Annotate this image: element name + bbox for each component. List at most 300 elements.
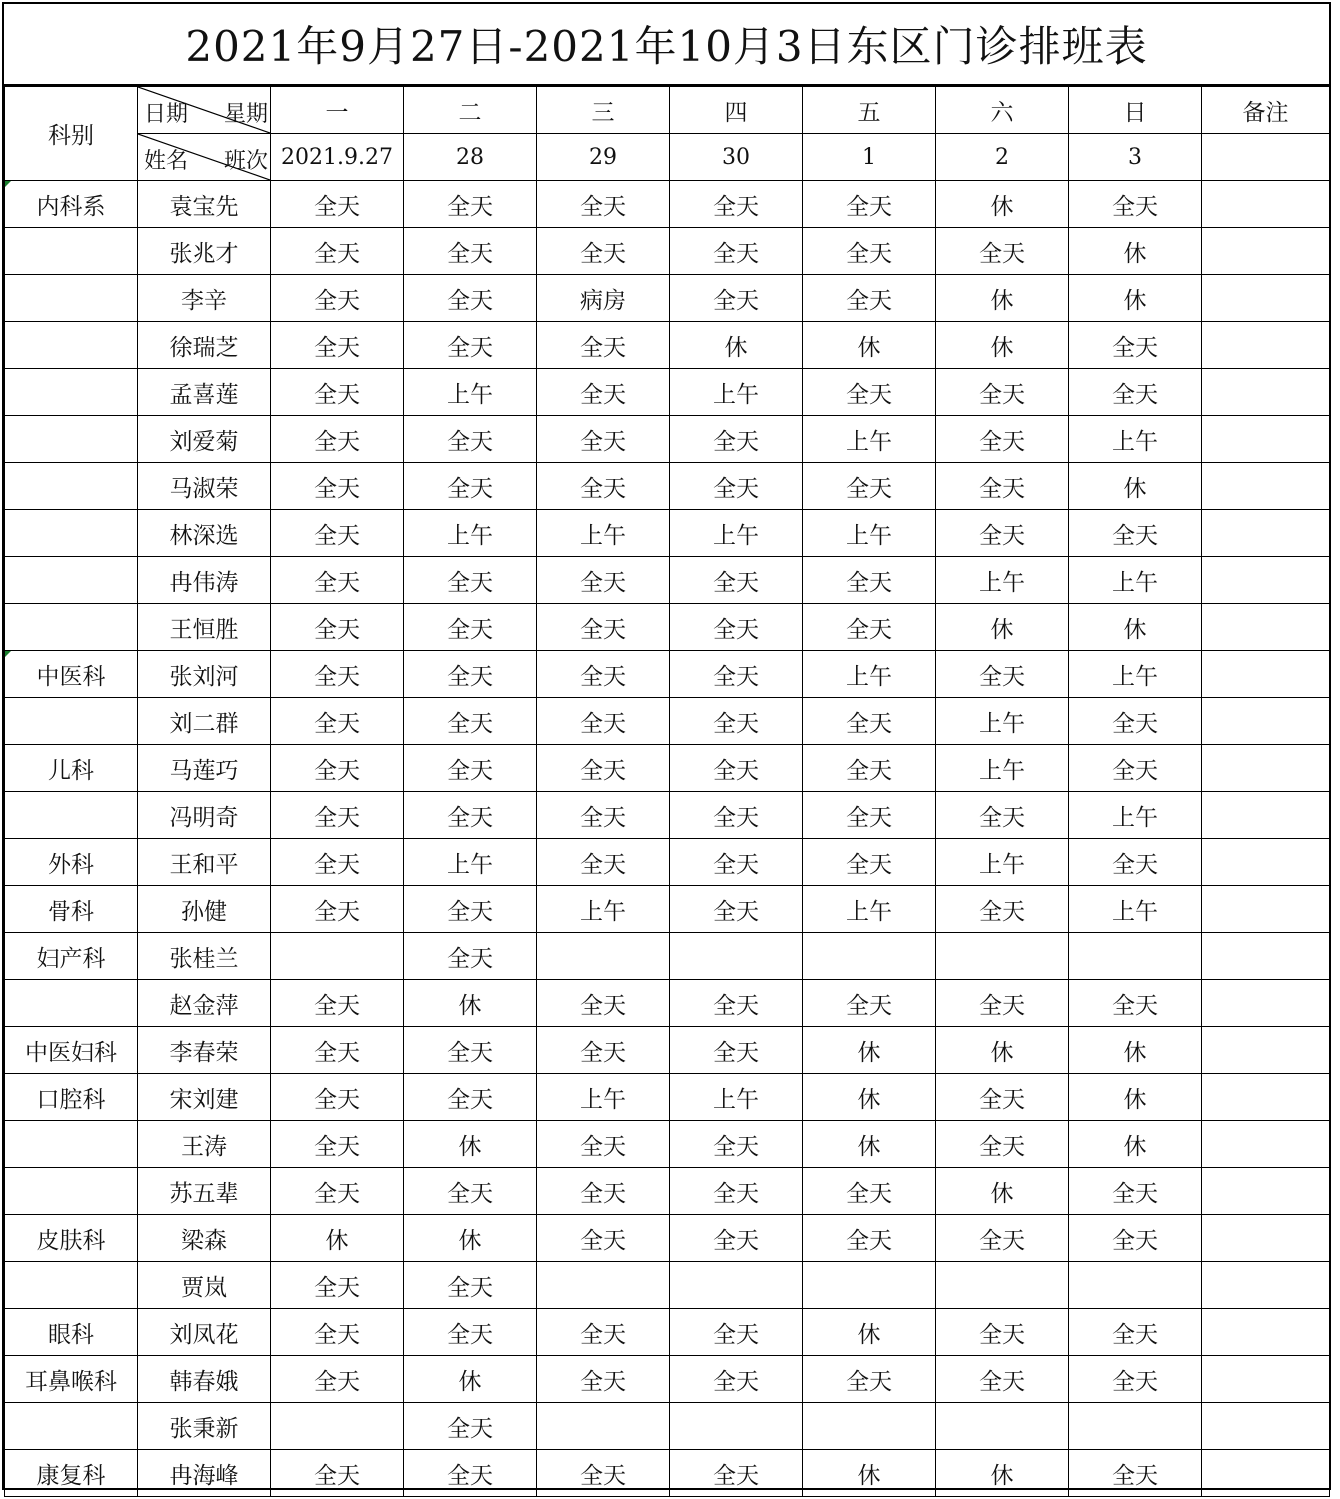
shift-cell: 休 — [803, 1074, 936, 1121]
shift-cell: 全天 — [404, 322, 537, 369]
shift-cell: 全天 — [271, 1356, 404, 1403]
shift-cell: 上午 — [670, 1074, 803, 1121]
dept-cell — [5, 1121, 138, 1168]
shift-cell: 上午 — [1069, 557, 1202, 604]
shift-cell: 全天 — [537, 604, 670, 651]
shift-cell — [936, 1403, 1069, 1450]
dept-cell: 中医科 — [5, 651, 138, 698]
shift-cell: 全天 — [271, 1262, 404, 1309]
note-cell — [1202, 745, 1330, 792]
name-cell: 赵金萍 — [138, 980, 271, 1027]
name-cell: 张兆才 — [138, 228, 271, 275]
shift-cell: 全天 — [404, 416, 537, 463]
note-cell — [1202, 698, 1330, 745]
shift-cell: 全天 — [537, 698, 670, 745]
shift-cell: 全天 — [404, 933, 537, 980]
shift-cell: 病房 — [537, 275, 670, 322]
shift-cell: 全天 — [670, 792, 803, 839]
shift-cell: 全天 — [803, 839, 936, 886]
name-shift-header — [138, 134, 271, 181]
name-cell: 徐瑞芝 — [138, 322, 271, 369]
table-row — [5, 369, 1330, 416]
table-row — [5, 651, 1330, 698]
note-cell — [1202, 1356, 1330, 1403]
shift-cell: 全天 — [537, 181, 670, 228]
shift-cell: 休 — [404, 1215, 537, 1262]
shift-cell: 全天 — [271, 510, 404, 557]
shift-cell: 休 — [404, 980, 537, 1027]
table-row — [5, 275, 1330, 322]
shift-cell — [936, 1262, 1069, 1309]
date-cell: 2 — [936, 134, 1069, 181]
schedule-table — [4, 86, 1330, 1497]
shift-cell: 全天 — [404, 1403, 537, 1450]
shift-cell: 全天 — [936, 416, 1069, 463]
weekday-cell: 三 — [537, 87, 670, 134]
shift-cell: 全天 — [1069, 1309, 1202, 1356]
shift-cell — [1069, 1262, 1202, 1309]
dept-cell — [5, 463, 138, 510]
table-row — [5, 557, 1330, 604]
shift-cell: 全天 — [537, 839, 670, 886]
shift-cell: 全天 — [670, 1121, 803, 1168]
dept-cell — [5, 604, 138, 651]
remark-empty-cell — [1202, 134, 1330, 181]
shift-cell: 全天 — [670, 557, 803, 604]
page-title: 2021年9月27日-2021年10月3日东区门诊排班表 — [4, 4, 1329, 86]
dept-cell — [5, 275, 138, 322]
table-row — [5, 1121, 1330, 1168]
note-cell — [1202, 416, 1330, 463]
shift-cell: 全天 — [670, 228, 803, 275]
note-cell — [1202, 839, 1330, 886]
shift-cell: 全天 — [1069, 745, 1202, 792]
shift-cell: 全天 — [271, 1027, 404, 1074]
shift-cell: 休 — [1069, 604, 1202, 651]
shift-cell: 全天 — [537, 557, 670, 604]
shift-cell: 全天 — [271, 1309, 404, 1356]
shift-cell: 上午 — [670, 369, 803, 416]
table-row — [5, 181, 1330, 228]
name-cell: 刘爱菊 — [138, 416, 271, 463]
shift-cell: 全天 — [936, 1356, 1069, 1403]
note-cell — [1202, 1121, 1330, 1168]
shift-cell: 全天 — [936, 369, 1069, 416]
shift-cell: 全天 — [670, 839, 803, 886]
shift-cell: 全天 — [271, 792, 404, 839]
shift-cell: 全天 — [936, 510, 1069, 557]
shift-cell: 全天 — [936, 651, 1069, 698]
shift-cell: 全天 — [803, 369, 936, 416]
shift-cell: 全天 — [537, 1168, 670, 1215]
dept-cell — [5, 557, 138, 604]
shift-cell: 全天 — [670, 275, 803, 322]
shift-cell: 全天 — [271, 322, 404, 369]
shift-cell: 全天 — [936, 1215, 1069, 1262]
weekday-cell: 一 — [271, 87, 404, 134]
shift-cell: 全天 — [537, 792, 670, 839]
note-cell — [1202, 1262, 1330, 1309]
shift-cell: 全天 — [1069, 1356, 1202, 1403]
shift-cell: 全天 — [537, 1215, 670, 1262]
note-cell — [1202, 181, 1330, 228]
shift-cell: 全天 — [803, 604, 936, 651]
shift-cell: 全天 — [803, 792, 936, 839]
dept-cell: 儿科 — [5, 745, 138, 792]
shift-cell: 全天 — [670, 1450, 803, 1497]
shift-cell: 上午 — [1069, 886, 1202, 933]
shift-cell: 全天 — [404, 181, 537, 228]
shift-cell: 上午 — [537, 886, 670, 933]
shift-cell: 上午 — [803, 651, 936, 698]
name-cell: 冯明奇 — [138, 792, 271, 839]
weekday-cell: 四 — [670, 87, 803, 134]
shift-cell: 上午 — [404, 839, 537, 886]
dept-cell: 口腔科 — [5, 1074, 138, 1121]
shift-cell: 全天 — [537, 228, 670, 275]
note-cell — [1202, 275, 1330, 322]
name-cell: 马莲巧 — [138, 745, 271, 792]
shift-cell: 休 — [936, 1027, 1069, 1074]
weekday-cell: 二 — [404, 87, 537, 134]
shift-cell: 上午 — [404, 510, 537, 557]
shift-cell: 全天 — [271, 980, 404, 1027]
shift-cell: 全天 — [404, 1262, 537, 1309]
name-cell: 刘二群 — [138, 698, 271, 745]
dept-cell — [5, 1262, 138, 1309]
shift-cell — [537, 1262, 670, 1309]
shift-cell: 全天 — [1069, 1168, 1202, 1215]
shift-cell: 上午 — [803, 510, 936, 557]
table-row — [5, 416, 1330, 463]
shift-cell: 全天 — [1069, 698, 1202, 745]
shift-cell: 全天 — [404, 463, 537, 510]
shift-cell: 休 — [1069, 228, 1202, 275]
dept-cell: 内科系 — [5, 181, 138, 228]
table-row — [5, 463, 1330, 510]
shift-cell: 全天 — [670, 745, 803, 792]
shift-cell: 上午 — [936, 698, 1069, 745]
dept-cell: 中医妇科 — [5, 1027, 138, 1074]
note-cell — [1202, 933, 1330, 980]
shift-cell: 全天 — [537, 651, 670, 698]
name-cell: 王涛 — [138, 1121, 271, 1168]
shift-cell: 全天 — [271, 557, 404, 604]
name-cell: 冉伟涛 — [138, 557, 271, 604]
table-row — [5, 510, 1330, 557]
shift-cell: 全天 — [803, 745, 936, 792]
shift-cell: 全天 — [803, 698, 936, 745]
shift-cell: 全天 — [1069, 510, 1202, 557]
shift-cell: 全天 — [537, 369, 670, 416]
shift-cell: 休 — [1069, 1074, 1202, 1121]
table-row — [5, 322, 1330, 369]
table-row — [5, 604, 1330, 651]
shift-cell: 休 — [1069, 275, 1202, 322]
note-cell — [1202, 1403, 1330, 1450]
dept-cell: 外科 — [5, 839, 138, 886]
shift-cell: 全天 — [271, 651, 404, 698]
table-row — [5, 980, 1330, 1027]
shift-cell: 上午 — [404, 369, 537, 416]
dept-cell — [5, 792, 138, 839]
weekday-label: 星期 — [223, 102, 268, 127]
date-cell: 3 — [1069, 134, 1202, 181]
shift-cell: 全天 — [803, 1168, 936, 1215]
shift-cell: 全天 — [537, 416, 670, 463]
dept-cell — [5, 1403, 138, 1450]
shift-cell: 全天 — [1069, 1450, 1202, 1497]
shift-cell: 休 — [803, 322, 936, 369]
shift-cell: 全天 — [936, 792, 1069, 839]
shift-cell: 休 — [936, 181, 1069, 228]
name-cell: 王恒胜 — [138, 604, 271, 651]
date-cell: 29 — [537, 134, 670, 181]
dept-cell — [5, 510, 138, 557]
shift-cell: 全天 — [670, 651, 803, 698]
name-cell: 王和平 — [138, 839, 271, 886]
shift-cell: 全天 — [404, 557, 537, 604]
shift-cell: 上午 — [803, 416, 936, 463]
shift-cell — [537, 933, 670, 980]
dept-cell: 康复科 — [5, 1450, 138, 1497]
date-cell: 2021.9.27 — [271, 134, 404, 181]
shift-cell: 全天 — [271, 228, 404, 275]
name-cell: 韩春娥 — [138, 1356, 271, 1403]
name-cell: 袁宝先 — [138, 181, 271, 228]
name-cell: 李春荣 — [138, 1027, 271, 1074]
table-row — [5, 745, 1330, 792]
shift-cell: 上午 — [936, 557, 1069, 604]
shift-cell: 全天 — [803, 1356, 936, 1403]
date-label: 日期 — [144, 102, 189, 127]
note-cell — [1202, 322, 1330, 369]
shift-cell: 全天 — [936, 1309, 1069, 1356]
shift-cell: 全天 — [670, 698, 803, 745]
table-row — [5, 1027, 1330, 1074]
shift-cell: 全天 — [936, 463, 1069, 510]
shift-cell: 全天 — [271, 604, 404, 651]
shift-cell: 休 — [936, 604, 1069, 651]
shift-cell: 全天 — [670, 1027, 803, 1074]
shift-cell: 休 — [404, 1356, 537, 1403]
shift-cell: 全天 — [1069, 980, 1202, 1027]
shift-cell: 全天 — [670, 416, 803, 463]
shift-cell: 全天 — [537, 1027, 670, 1074]
date-cell: 28 — [404, 134, 537, 181]
shift-cell: 全天 — [404, 745, 537, 792]
shift-cell: 休 — [936, 1168, 1069, 1215]
shift-cell: 全天 — [271, 275, 404, 322]
table-row — [5, 1168, 1330, 1215]
shift-cell: 上午 — [1069, 416, 1202, 463]
note-cell — [1202, 651, 1330, 698]
shift-cell — [936, 933, 1069, 980]
name-cell: 贾岚 — [138, 1262, 271, 1309]
shift-cell: 上午 — [670, 510, 803, 557]
shift-cell: 全天 — [271, 1168, 404, 1215]
note-cell — [1202, 886, 1330, 933]
date-cell: 30 — [670, 134, 803, 181]
table-row — [5, 933, 1330, 980]
note-cell — [1202, 1309, 1330, 1356]
dept-cell — [5, 322, 138, 369]
shift-cell: 上午 — [1069, 651, 1202, 698]
shift-cell: 全天 — [271, 886, 404, 933]
shift-cell — [1069, 933, 1202, 980]
shift-cell: 全天 — [1069, 322, 1202, 369]
shift-cell: 全天 — [803, 181, 936, 228]
shift-cell: 上午 — [537, 1074, 670, 1121]
header-row-dates — [5, 134, 1330, 181]
shift-cell: 全天 — [803, 1215, 936, 1262]
shift-cell: 全天 — [670, 886, 803, 933]
shift-cell: 全天 — [537, 1356, 670, 1403]
dept-header: 科别 — [5, 87, 138, 181]
shift-cell: 全天 — [404, 1168, 537, 1215]
dept-cell: 眼科 — [5, 1309, 138, 1356]
weekday-cell: 日 — [1069, 87, 1202, 134]
shift-cell: 全天 — [271, 1121, 404, 1168]
shift-cell: 全天 — [670, 181, 803, 228]
shift-cell: 全天 — [1069, 369, 1202, 416]
shift-cell: 休 — [1069, 1121, 1202, 1168]
shift-cell: 全天 — [404, 1027, 537, 1074]
dept-cell — [5, 369, 138, 416]
shift-cell: 全天 — [803, 228, 936, 275]
table-row — [5, 1403, 1330, 1450]
shift-cell — [670, 1403, 803, 1450]
table-row — [5, 1215, 1330, 1262]
dept-cell — [5, 980, 138, 1027]
name-label: 姓名 — [144, 149, 189, 174]
shift-cell — [803, 933, 936, 980]
table-row — [5, 228, 1330, 275]
note-cell — [1202, 604, 1330, 651]
shift-cell: 全天 — [271, 839, 404, 886]
name-cell: 孙健 — [138, 886, 271, 933]
dept-cell: 骨科 — [5, 886, 138, 933]
shift-cell: 全天 — [404, 1450, 537, 1497]
note-cell — [1202, 1027, 1330, 1074]
shift-cell: 上午 — [803, 886, 936, 933]
note-cell — [1202, 369, 1330, 416]
shift-cell: 全天 — [271, 745, 404, 792]
dept-cell: 皮肤科 — [5, 1215, 138, 1262]
shift-cell: 全天 — [404, 1074, 537, 1121]
shift-cell: 全天 — [404, 886, 537, 933]
dept-cell: 耳鼻喉科 — [5, 1356, 138, 1403]
name-cell: 张桂兰 — [138, 933, 271, 980]
name-cell: 冉海峰 — [138, 1450, 271, 1497]
shift-cell: 全天 — [404, 275, 537, 322]
table-row — [5, 1074, 1330, 1121]
note-cell — [1202, 980, 1330, 1027]
dept-cell — [5, 416, 138, 463]
note-cell — [1202, 1168, 1330, 1215]
note-cell — [1202, 1450, 1330, 1497]
shift-cell — [271, 933, 404, 980]
shift-cell: 休 — [936, 322, 1069, 369]
shift-cell: 休 — [803, 1450, 936, 1497]
name-cell: 刘凤花 — [138, 1309, 271, 1356]
shift-cell: 休 — [1069, 463, 1202, 510]
shift-cell: 休 — [936, 275, 1069, 322]
weekday-cell: 五 — [803, 87, 936, 134]
note-cell — [1202, 228, 1330, 275]
name-cell: 苏五辈 — [138, 1168, 271, 1215]
shift-cell: 全天 — [670, 463, 803, 510]
shift-cell: 全天 — [404, 228, 537, 275]
table-row — [5, 792, 1330, 839]
shift-cell: 全天 — [537, 1309, 670, 1356]
dept-cell — [5, 1168, 138, 1215]
shift-cell: 上午 — [537, 510, 670, 557]
note-cell — [1202, 510, 1330, 557]
shift-label: 班次 — [223, 149, 268, 174]
cell-marker-icon — [5, 181, 11, 187]
shift-cell: 休 — [404, 1121, 537, 1168]
schedule-sheet — [2, 2, 1331, 1490]
shift-cell: 全天 — [537, 745, 670, 792]
shift-cell: 上午 — [936, 745, 1069, 792]
shift-cell: 全天 — [537, 463, 670, 510]
shift-cell: 全天 — [404, 1309, 537, 1356]
shift-cell: 全天 — [404, 651, 537, 698]
shift-cell: 全天 — [271, 1450, 404, 1497]
shift-cell: 全天 — [670, 980, 803, 1027]
shift-cell: 全天 — [537, 322, 670, 369]
note-cell — [1202, 1215, 1330, 1262]
shift-cell: 全天 — [670, 604, 803, 651]
note-cell — [1202, 792, 1330, 839]
shift-cell: 休 — [271, 1215, 404, 1262]
dept-cell — [5, 698, 138, 745]
table-row — [5, 1450, 1330, 1497]
name-cell: 张刘河 — [138, 651, 271, 698]
table-row — [5, 1356, 1330, 1403]
shift-cell — [537, 1403, 670, 1450]
shift-cell: 全天 — [936, 1074, 1069, 1121]
shift-cell: 全天 — [404, 698, 537, 745]
shift-cell — [670, 1262, 803, 1309]
name-cell: 李辛 — [138, 275, 271, 322]
name-cell: 林深选 — [138, 510, 271, 557]
shift-cell: 全天 — [271, 181, 404, 228]
shift-cell: 休 — [1069, 1027, 1202, 1074]
weekday-cell: 六 — [936, 87, 1069, 134]
table-row — [5, 1262, 1330, 1309]
shift-cell: 全天 — [271, 463, 404, 510]
shift-cell: 全天 — [670, 1168, 803, 1215]
note-cell — [1202, 1074, 1330, 1121]
shift-cell: 上午 — [936, 839, 1069, 886]
shift-cell: 休 — [803, 1027, 936, 1074]
shift-cell: 全天 — [936, 1121, 1069, 1168]
shift-cell: 全天 — [670, 1215, 803, 1262]
name-cell: 宋刘建 — [138, 1074, 271, 1121]
shift-cell — [803, 1262, 936, 1309]
shift-cell: 全天 — [404, 792, 537, 839]
cell-marker-icon — [5, 651, 11, 657]
shift-cell: 全天 — [670, 1309, 803, 1356]
shift-cell: 全天 — [803, 275, 936, 322]
table-row — [5, 886, 1330, 933]
name-cell: 梁森 — [138, 1215, 271, 1262]
shift-cell: 全天 — [271, 369, 404, 416]
shift-cell: 全天 — [803, 463, 936, 510]
header-row-weekdays — [5, 87, 1330, 134]
